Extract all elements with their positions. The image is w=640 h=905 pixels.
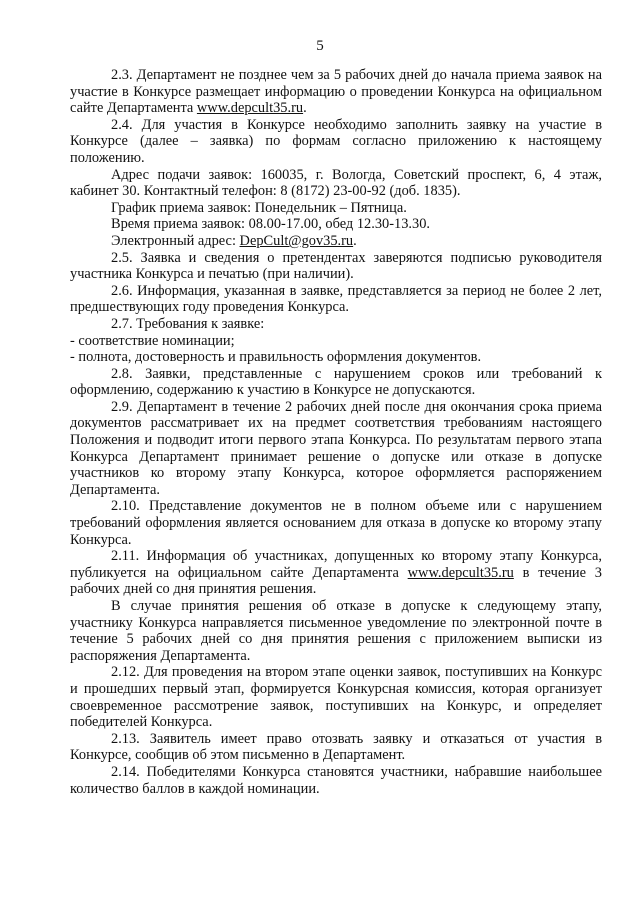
- paragraph-2-7: 2.7. Требования к заявке:: [111, 315, 265, 332]
- paragraph-2-5: 2.5. Заявка и сведения о претендентах заверяются подписью руководителя участника Конкурса и печатью (при наличии).: [70, 249, 602, 283]
- paragraph-end: в течение 3 рабочих дней со дня принятия решения.: [70, 564, 602, 598]
- paragraph-2-9: 2.9. Департамент в течение 2 рабочих дней после дня окончания срока приема документов рассматривает их на предмет соответствия требованиям настоящего Положения и подводит итоги первого этапа Конкурса. По результатам первого этапа Конкурса Департамент принимает решение о допуске или отказе в допуске участников ко второму этапу Конкурса, которое оформляется распоряжением Департамента.: [70, 398, 602, 498]
- email-label: Электронный адрес:: [111, 232, 240, 249]
- hours-line: Время приема заявок: 08.00-17.00, обед 12.30-13.30.: [111, 216, 430, 233]
- paragraph-end: .: [303, 100, 307, 117]
- email-end: .: [353, 232, 357, 249]
- paragraph-2-8: 2.8. Заявки, представленные с нарушением сроков или требований к оформлению, содержанию к участию в Конкурсе не допускаются.: [70, 365, 602, 399]
- paragraph-refusal: В случае принятия решения об отказе в допуске к следующему этапу, участнику Конкурса направляется письменное уведомление по электронной почте в течение 5 рабочих дней со дня принятия решения с приложением выписки из распоряжения Департамента.: [70, 598, 602, 664]
- email-link[interactable]: DepCult@gov35.ru: [239, 232, 354, 249]
- page-number: 5: [316, 38, 324, 54]
- website-link[interactable]: www.depcult35.ru: [407, 564, 514, 581]
- paragraph-2-10: 2.10. Представление документов не в полном объеме или с нарушением требований оформления является основанием для отказа в допуске ко второму этапу Конкурса.: [70, 498, 602, 548]
- paragraph-2-14: 2.14. Победителями Конкурса становятся участники, набравшие наибольшее количество баллов в каждой номинации.: [70, 763, 602, 797]
- requirement-item: - соответствие номинации;: [70, 332, 235, 349]
- paragraph-2-13: 2.13. Заявитель имеет право отозвать заявку и отказаться от участия в Конкурсе, сообщив об этом письменно в Департамент.: [70, 730, 602, 764]
- paragraph-text: 2.11. Информация об участниках, допущенных ко второму этапу Конкурса, публикуется на официальном сайте Департамента: [70, 548, 602, 581]
- website-link[interactable]: www.depcult35.ru: [196, 100, 304, 117]
- paragraph-text: 2.3. Департамент не позднее чем за 5 рабочих дней до начала приема заявок на участие в Конкурсе размещает информацию о проведении Конкурса на официальном сайте Департамента: [70, 67, 602, 117]
- email-line: [70, 233, 602, 250]
- schedule-line: График приема заявок: Понедельник – Пятница.: [111, 199, 407, 216]
- paragraph-2-11: [70, 548, 602, 598]
- address-paragraph: Адрес подачи заявок: 160035, г. Вологда, Советский проспект, 6, 4 этаж, кабинет 30. Контактный телефон: 8 (8172) 23-00-92 (доб. 1835).: [70, 166, 602, 200]
- paragraph-2-3: [70, 67, 602, 117]
- document-body: [70, 67, 602, 797]
- requirement-item: - полнота, достоверность и правильность оформления документов.: [70, 349, 482, 366]
- paragraph-2-12: 2.12. Для проведения на втором этапе оценки заявок, поступивших на Конкурс и прошедших первый этап, формируется Конкурсная комиссия, которая организует своевременное рассмотрение заявок, поступивших на Конкурс, и определяет победителей Конкурса.: [70, 664, 602, 731]
- paragraph-2-4: 2.4. Для участия в Конкурсе необходимо заполнить заявку на участие в Конкурсе (далее – заявка) по формам согласно приложению к настоящему положению.: [70, 116, 602, 166]
- paragraph-2-6: 2.6. Информация, указанная в заявке, представляется за период не более 2 лет, предшествующих году проведения Конкурса.: [70, 282, 602, 316]
